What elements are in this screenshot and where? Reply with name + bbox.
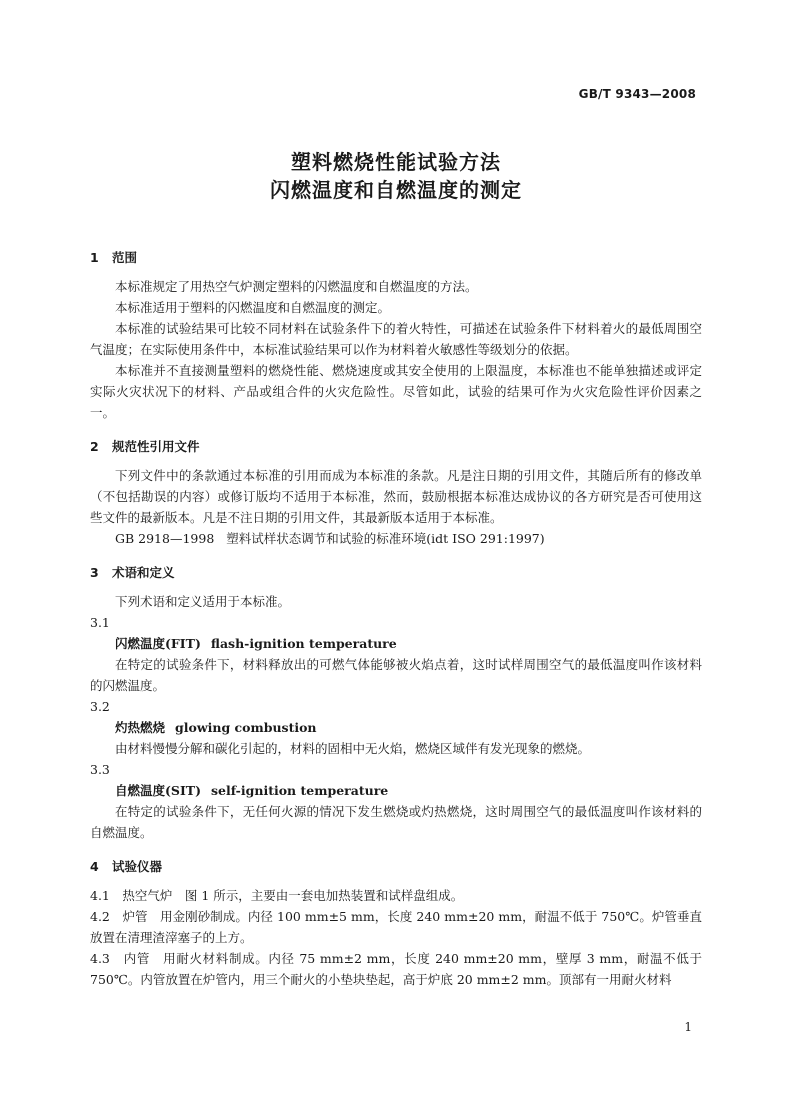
reference-entry xyxy=(90,528,702,549)
page-number: 1 xyxy=(684,1020,692,1034)
section-title: 规范性引用文件 xyxy=(112,439,200,454)
paragraph: 本标准并不直接测量塑料的燃烧性能、燃烧速度或其安全使用的上限温度，本标准也不能单独描述或评定实际火灾状况下的材料、产品或组合件的火灾危险性。尽管如此，试验的结果可作为火灾危险性评价因素之一。 xyxy=(90,363,702,420)
standard-number: GB/T 9343—2008 xyxy=(578,87,696,101)
reference-title: 塑料试样状态调节和试验的标准环境(idt ISO 291:1997) xyxy=(226,531,545,546)
clause-paragraph: 4.1 热空气炉 图 1 所示，主要由一套电加热装置和试样盘组成。 xyxy=(90,888,464,903)
section-heading-terms xyxy=(90,563,702,583)
section-title: 术语和定义 xyxy=(112,565,175,580)
paragraph: 本标准的试验结果可比较不同材料在试验条件下的着火特性，可描述在试验条件下材料着火的最低周围空气温度；在实际使用条件中，本标准试验结果可以作为材料着火敏感性等级划分的依据。 xyxy=(90,321,702,357)
section-heading-normative-references xyxy=(90,437,702,457)
section-number: 4 xyxy=(90,859,99,874)
term-definition: 在特定的试验条件下，无任何火源的情况下发生燃烧或灼热燃烧，这时周围空气的最低温度叫作该材料的自燃温度。 xyxy=(90,804,702,840)
term-name xyxy=(90,717,702,738)
paragraph: 本标准规定了用热空气炉测定塑料的闪燃温度和自燃温度的方法。 xyxy=(115,279,478,294)
clause-paragraph: 4.3 内管 用耐火材料制成。内径 75 mm±2 mm，长度 240 mm±20 mm，壁厚 3 mm，耐温不低于 750℃。内管放置在炉管内，用三个耐火的小垫块垫起，高于炉底 20 mm±2 mm。顶部有一用耐火材料 xyxy=(90,951,702,987)
term-definition: 在特定的试验条件下，材料释放出的可燃气体能够被火焰点着，这时试样周围空气的最低温度叫作该材料的闪燃温度。 xyxy=(90,657,702,693)
section-title: 范围 xyxy=(112,250,138,265)
section-heading-apparatus xyxy=(90,857,702,877)
section-number: 1 xyxy=(90,250,99,265)
section-number: 2 xyxy=(90,439,99,454)
section-title: 试验仪器 xyxy=(112,859,163,874)
term-name xyxy=(90,780,702,801)
term-zh: 闪燃温度(FIT) xyxy=(115,636,201,651)
section-heading-scope xyxy=(90,248,702,268)
term-zh: 灼热燃烧 xyxy=(115,720,166,735)
paragraph: 下列文件中的条款通过本标准的引用而成为本标准的条款。凡是注日期的引用文件，其随后所有的修改单（不包括勘误的内容）或修订版均不适用于本标准，然而，鼓励根据本标准达成协议的各方研究是否可使用这些文件的最新版本。凡是不注日期的引用文件，其最新版本适用于本标准。 xyxy=(90,468,702,525)
term-zh: 自燃温度(SIT) xyxy=(115,783,202,798)
title-line-2: 闪燃温度和自燃温度的测定 xyxy=(270,178,522,202)
title-line-1: 塑料燃烧性能试验方法 xyxy=(291,150,501,174)
term-en: flash-ignition temperature xyxy=(210,636,397,651)
term-number: 3.2 xyxy=(90,699,110,714)
term-en: self-ignition temperature xyxy=(211,783,389,798)
paragraph: 本标准适用于塑料的闪燃温度和自燃温度的测定。 xyxy=(115,300,391,315)
clause-paragraph: 4.2 炉管 用金刚砂制成。内径 100 mm±5 mm，长度 240 mm±20 mm，耐温不低于 750℃。炉管垂直放置在清理渣滓塞子的上方。 xyxy=(90,909,702,945)
reference-code: GB 2918—1998 xyxy=(115,531,215,546)
paragraph: 下列术语和定义适用于本标准。 xyxy=(115,594,291,609)
term-name xyxy=(90,633,702,654)
term-number: 3.1 xyxy=(90,615,110,630)
term-definition: 由材料慢慢分解和碳化引起的，材料的固相中无火焰，燃烧区域伴有发光现象的燃烧。 xyxy=(115,741,591,756)
document-title xyxy=(0,148,792,204)
term-en: glowing combustion xyxy=(175,720,317,735)
term-number: 3.3 xyxy=(90,762,110,777)
document-body xyxy=(90,248,702,990)
section-number: 3 xyxy=(90,565,99,580)
